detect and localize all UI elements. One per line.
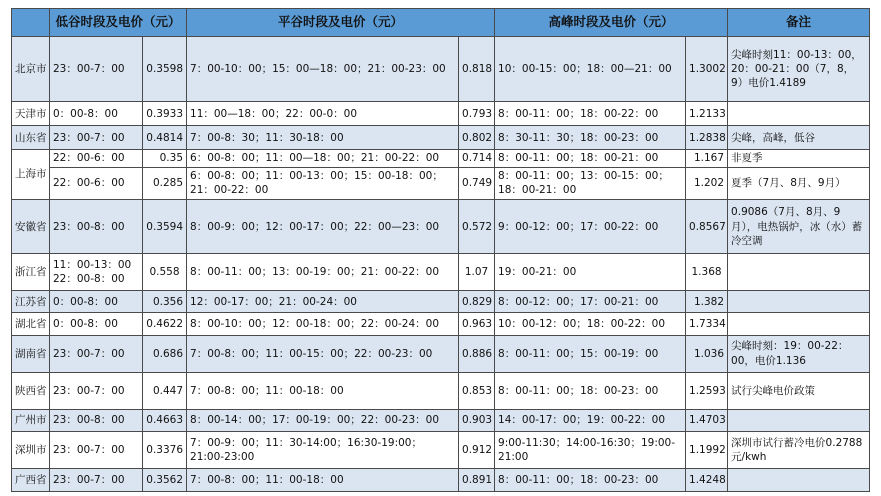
flat-price-cell: 0.818 [459,37,495,102]
notes-cell: 0.9086（7月、8月、9月），电热锅炉，冰（水）蓄冷空调 [728,199,870,253]
flat-time-cell: 7：00-8：00；11：00-18：00 [187,469,459,492]
low-time-cell: 23：00-7：00 [50,335,143,372]
notes-cell [728,291,870,313]
low-price-cell: 0.3598 [143,37,187,102]
flat-price-cell: 0.714 [459,150,495,168]
peak-price-cell: 1.202 [686,167,728,199]
peak-time-cell: 8：00-11：00；13：00-15：00；18：00-21：00 [495,167,686,199]
low-time-cell: 22：00-6：00 [50,167,143,199]
flat-time-cell: 8：00-11：00；13：00-19：00；21：00-22：00 [187,254,459,291]
table-row [12,150,870,168]
table-row [12,313,870,336]
notes-cell: 非夏季 [728,150,870,168]
flat-time-cell: 7：00-8：30；11：30-18：00 [187,126,459,150]
notes-cell: 尖峰时刻：19：00-22：00，电价1.136 [728,335,870,372]
peak-price-cell: 0.8567 [686,199,728,253]
table-row [12,291,870,313]
peak-time-cell: 10：00-15：00；18：00—21：00 [495,37,686,102]
low-time-cell: 23：00-7：00 [50,432,143,469]
header-notes: 备注 [728,9,870,37]
flat-time-cell: 8：00-14：00；17：00-19：00；22：00-23：00 [187,409,459,432]
peak-price-cell: 1.3002 [686,37,728,102]
low-price-cell: 0.4622 [143,313,187,336]
table-row [12,469,870,492]
header-low: 低谷时段及电价（元） [50,9,187,37]
low-time-cell: 23：00-8：00 [50,199,143,253]
peak-price-cell: 1.2133 [686,101,728,126]
peak-time-cell: 8：00-11：00；18：00-23：00 [495,469,686,492]
peak-time-cell: 10：00-12：00；18：00-22：00 [495,313,686,336]
low-time-cell: 0：00-8：00 [50,313,143,336]
notes-cell [728,313,870,336]
low-price-cell: 0.35 [143,150,187,168]
peak-time-cell: 14：00-17：00；19：00-22：00 [495,409,686,432]
table-row [12,432,870,469]
table-row [12,199,870,253]
table-row [12,335,870,372]
header-peak: 高峰时段及电价（元） [495,9,728,37]
low-price-cell: 0.3594 [143,199,187,253]
flat-price-cell: 0.829 [459,291,495,313]
low-time-cell: 22：00-6：00 [50,150,143,168]
peak-price-cell: 1.2838 [686,126,728,150]
peak-price-cell: 1.7334 [686,313,728,336]
table-row [12,372,870,409]
notes-cell: 尖峰时刻11：00-13：00，20：00-21：00（7，8，9）电价1.4189 [728,37,870,102]
table-row [12,37,870,102]
low-price-cell: 0.356 [143,291,187,313]
flat-price-cell: 1.07 [459,254,495,291]
peak-time-cell: 9:00-11:30；14:00-16:30；19:00-21:00 [495,432,686,469]
low-price-cell: 0.558 [143,254,187,291]
low-time-cell: 23：00-7：00 [50,37,143,102]
peak-time-cell: 8：00-11：00；15：00-19：00 [495,335,686,372]
peak-price-cell: 1.036 [686,335,728,372]
province-cell: 江苏省 [12,291,50,313]
province-cell: 湖南省 [12,335,50,372]
low-price-cell: 0.3562 [143,469,187,492]
low-time-cell: 23：00-7：00 [50,372,143,409]
flat-time-cell: 7：00-10：00；15：00—18：00；21：00-23：00 [187,37,459,102]
table-row [12,101,870,126]
peak-price-cell: 1.167 [686,150,728,168]
notes-cell [728,101,870,126]
table-row [12,167,870,199]
flat-price-cell: 0.891 [459,469,495,492]
flat-price-cell: 0.572 [459,199,495,253]
flat-time-cell: 8：00-10：00；12：00-18：00；22：00-24：00 [187,313,459,336]
table-row [12,126,870,150]
province-cell: 上海市 [12,150,50,200]
province-cell: 山东省 [12,126,50,150]
flat-price-cell: 0.912 [459,432,495,469]
low-price-cell: 0.447 [143,372,187,409]
peak-price-cell: 1.4703 [686,409,728,432]
province-cell: 深圳市 [12,432,50,469]
table-row [12,254,870,291]
peak-time-cell: 8：00-11：00；18：00-22：00 [495,101,686,126]
low-time-cell: 0：00-8：00 [50,291,143,313]
low-time-cell: 23：00-8：00 [50,409,143,432]
notes-cell [728,409,870,432]
peak-time-cell: 8：30-11：30；18：00-23：00 [495,126,686,150]
flat-time-cell: 7：00-9：00；11：30-14:00；16:30-19:00；21:00-23:00 [187,432,459,469]
province-cell: 广州市 [12,409,50,432]
low-price-cell: 0.285 [143,167,187,199]
province-cell: 北京市 [12,37,50,102]
flat-price-cell: 0.903 [459,409,495,432]
notes-cell: 深圳市试行蓄冷电价0.2788元/kwh [728,432,870,469]
province-cell: 湖北省 [12,313,50,336]
low-time-cell: 0：00-8：00 [50,101,143,126]
flat-time-cell: 12：00-17：00；21：00-24：00 [187,291,459,313]
province-cell: 广西省 [12,469,50,492]
notes-cell [728,254,870,291]
notes-cell: 试行尖峰电价政策 [728,372,870,409]
low-price-cell: 0.3933 [143,101,187,126]
flat-price-cell: 0.802 [459,126,495,150]
peak-price-cell: 1.2593 [686,372,728,409]
peak-price-cell: 1.382 [686,291,728,313]
province-cell: 天津市 [12,101,50,126]
province-cell: 浙江省 [12,254,50,291]
flat-time-cell: 8：00-9：00；12：00-17：00；22：00—23：00 [187,199,459,253]
flat-price-cell: 0.963 [459,313,495,336]
notes-cell [728,469,870,492]
peak-price-cell: 1.4248 [686,469,728,492]
peak-price-cell: 1.1992 [686,432,728,469]
low-time-cell: 23：00-7：00 [50,126,143,150]
tou-price-table [11,8,870,492]
low-price-cell: 0.4663 [143,409,187,432]
flat-price-cell: 0.853 [459,372,495,409]
flat-time-cell: 7：00-8：00；11：00-15：00；22：00-23：00 [187,335,459,372]
flat-price-cell: 0.749 [459,167,495,199]
province-cell: 安徽省 [12,199,50,253]
peak-time-cell: 8：00-12：00；17：00-21：00 [495,291,686,313]
flat-price-cell: 0.793 [459,101,495,126]
flat-time-cell: 6：00-8：00；11：00—18：00；21：00-22：00 [187,150,459,168]
low-price-cell: 0.3376 [143,432,187,469]
flat-time-cell: 6：00-8：00；11：00-13：00；15：00-18：00；21：00-22：00 [187,167,459,199]
header-row [12,9,870,37]
header-corner [12,9,50,37]
flat-time-cell: 11：00—18：00；22：00-0：00 [187,101,459,126]
peak-time-cell: 8：00-11：00；18：00-23：00 [495,372,686,409]
peak-time-cell: 8：00-11：00；18：00-21：00 [495,150,686,168]
low-time-cell: 23：00-7：00 [50,469,143,492]
peak-time-cell: 9：00-12：00；17：00-22：00 [495,199,686,253]
low-time-cell: 11：00-13：00 22：00-8：00 [50,254,143,291]
flat-time-cell: 7：00-8：00；11：00-18：00 [187,372,459,409]
low-price-cell: 0.686 [143,335,187,372]
peak-time-cell: 19：00-21：00 [495,254,686,291]
low-price-cell: 0.4814 [143,126,187,150]
header-flat: 平谷时段及电价（元） [187,9,495,37]
flat-price-cell: 0.886 [459,335,495,372]
peak-price-cell: 1.368 [686,254,728,291]
notes-cell: 尖峰，高峰，低谷 [728,126,870,150]
notes-cell: 夏季（7月、8月、9月） [728,167,870,199]
table-row [12,409,870,432]
province-cell: 陕西省 [12,372,50,409]
